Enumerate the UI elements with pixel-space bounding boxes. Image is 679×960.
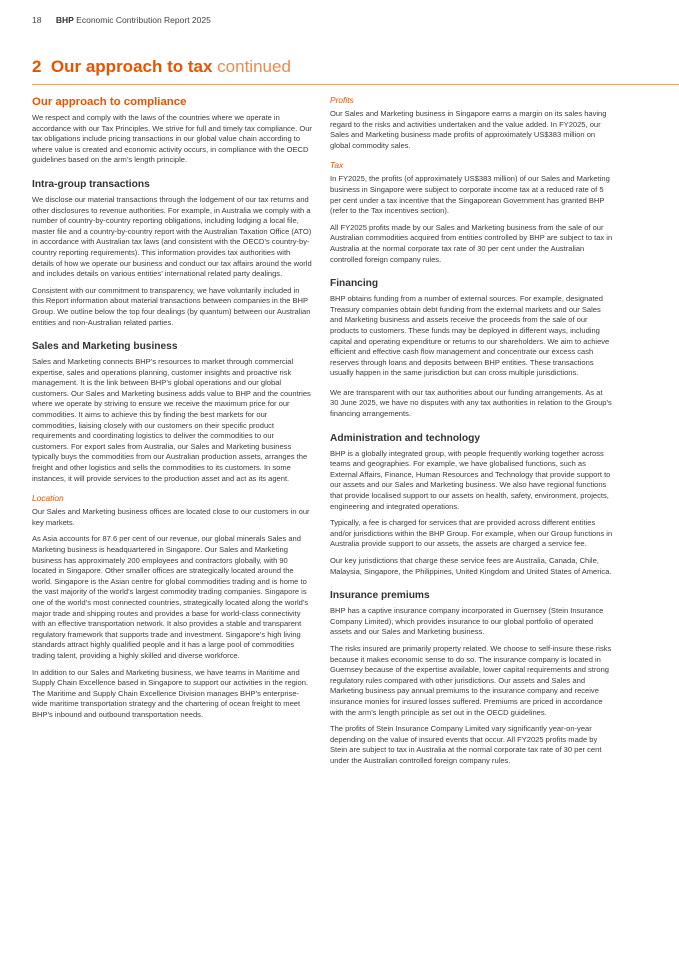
profits-paragraph: Our Sales and Marketing business in Singapore earns a margin on its sales having regard to the risks and activities undertaken and the value added. In FY2025, our Sales and Marketing business made profits of approximately US$383 million on global commodity sales. [330, 109, 607, 150]
admin-heading: Administration and technology [330, 432, 480, 444]
location-paragraph-2: As Asia accounts for 87.6 per cent of our revenue, our global minerals Sales and Marketing business is headquartered in Singapore. Our Sales and Marketing business has approximately 200 employees and contractors globally, with 90 located in Singapore. Other smaller offices are strategically located around the world. Singapore is the Asian centre for global commodities trading and is home to the vast majority of the world’s largest commodity trading companies. Singapore is one of the world’s most connected countries, strategically located along the world’s major trade and shipping routes and provides a base for world-class connectivity with an effective transportation network. It also provides a stable and transparent regulatory framework that supports trade and investment. Singapore’s high living standards attract highly qualified people and it has a large pool of commodities trading talent, providing a highly skilled and diverse workforce. [32, 534, 309, 660]
insurance-heading: Insurance premiums [330, 590, 430, 602]
insurance-paragraph-1: BHP has a captive insurance company incorporated in Guernsey (Stein Insurance Company Limited), which provides insurance to our global portfolio of operated assets and our Sales and Marketing business. [330, 606, 604, 637]
location-paragraph-3: In addition to our Sales and Marketing business, we have teams in Maritime and Supply Chain Excellence based in Singapore to support our activities in the region. The Maritime and Supply Chain Excellence Division manages BHP’s enterprise-wide maritime transportation strategy and the chartering of ocean freight to meet BHP’s inbound and outbound transportation needs. [32, 667, 309, 719]
brand-name: BHP [55, 15, 74, 25]
admin-paragraph-1: BHP is a globally integrated group, with people frequently working together across teams and geographies. For example, we have globalised functions, such as External Affairs, Finance, Human Resources and Technology that provide support to our assets and our Sales and Marketing business. We also have regional functions that provide localised support to our assets on health, safety, environment, projects, engineering and integrated operations. [330, 448, 611, 511]
financing-paragraph-2: We are transparent with our tax authorities about our funding arrangements. As at 30 June 2025, we have no disputes with any tax authorities in relation to the Group’s financing arrangements. [330, 387, 612, 419]
location-paragraph-1: Our Sales and Marketing business offices are located close to our customers in our key markets. [32, 507, 310, 527]
tax-heading: Tax [330, 160, 344, 171]
right-column [330, 95, 613, 773]
section-title-main: 2 Our approach to tax [32, 57, 213, 76]
report-title: Economic Contribution Report 2025 [76, 15, 211, 25]
admin-paragraph-3: Our key jurisdictions that charge these service fees are Australia, Canada, Chile, Malaysia, Singapore, the Philippines, United Kingdom and United States of America. [330, 556, 612, 576]
section-title-continued: continued [217, 57, 291, 76]
intragroup-paragraph-1: We disclose our material transactions through the lodgement of our tax returns and other disclosures to revenue authorities. For example, in Australia we comply with a number of country-by-country reporting obligations, including lodging a local file, master file and a country-by-country report with the Australian Taxation Office (ATO) in accordance with Australian tax laws (and consistent with the OECD’s country-by-country reporting requirements). This information provides tax authorities with details of how we operate our business and conduct our tax affairs around the world and includes details on various entities’ international related party dealings. [32, 194, 312, 279]
sales-marketing-paragraph: Sales and Marketing connects BHP’s resources to market through commercial expertise, sales and operations planning, customer insights and proactive risk management. It is the link between BHP’s global operations and our global customers. Our Sales and Marketing business adds value to BHP and the countries where we operate by striving to ensure we receive the maximum price for our commodities. It aims to achieve this by finding the best markets for our commodities, liaising closely with our customers on their specific product requirements and coordinating logistics to deliver the commodities to our customers. For export sales from Australia, our Sales and Marketing business typically buys the commodities from our Australian production assets, arranges the freight and other logistics and sells the commodities to its customers. In some instances, it will provide services to the production asset and act as its agent. [32, 357, 311, 483]
location-heading: Location [32, 493, 64, 504]
financing-heading: Financing [330, 278, 379, 290]
page-number: 18 [32, 15, 42, 25]
admin-paragraph-2: Typically, a fee is charged for services that are provided across different entities and/or jurisdictions within the BHP Group. For example, when our Group functions in Australia provide support to our assets, the assets are charged a service fee. [330, 518, 613, 549]
section-title [32, 57, 291, 77]
insurance-paragraph-2: The risks insured are primarily property related. We choose to self-insure these risks because it makes economic sense to do so. The insurance company is located in Guernsey because of the expertise available, lower capital requirements and strong regulatory rules compared with other jurisdictions. Our assets and Sales and Marketing business pay annual premiums to the insurance company and receive insurance monies for insured losses suffered. Premiums are priced in accordance with the arm’s length principle as set out in the OECD guidelines. [330, 643, 612, 717]
page-header [32, 15, 211, 25]
intragroup-paragraph-2: Consistent with our commitment to transparency, we have voluntarily included in this Report information about material transactions between companies in the BHP Group. We outline below the top four dealings (by quantum) between our Australian entities and non-Australian related parties. [32, 285, 311, 327]
left-column [32, 95, 312, 727]
title-divider [32, 84, 679, 85]
financing-paragraph-1: BHP obtains funding from a number of external sources. For example, designated Treasury companies obtain debt funding from the external markets and our Sales and Marketing business and assets receive the proceeds from the sale of our products to customers. These funds may be deployed in different ways, including capital and operating expenditure or returns to our shareholders. We aim to achieve efficient and effective cash flow management and concentrate our excess cash reserves through loans and deposits between BHP entities. These transactions usually happen in the same jurisdiction but can cross multiple jurisdictions. [330, 294, 610, 378]
insurance-paragraph-3: The profits of Stein Insurance Company Limited vary significantly year-on-year depending on the value of insured events that occur. All FY2025 profits made by Stein are subject to tax in Australia at the normal corporate tax rate of 30 per cent under the Australian controlled foreign company rules. [330, 724, 602, 765]
compliance-heading: Our approach to compliance [32, 96, 187, 108]
tax-paragraph-1: In FY2025, the profits (of approximately US$383 million) of our Sales and Marketing business in Singapore were subject to corporate income tax at a reduced rate of 5 per cent under a tax incentive that the Singaporean Government has granted BHP (refer to the Tax incentives section). [330, 174, 610, 216]
intragroup-heading: Intra-group transactions [32, 178, 150, 190]
sales-marketing-heading: Sales and Marketing business [32, 341, 178, 353]
tax-paragraph-2: All FY2025 profits made by our Sales and Marketing business from the sale of our Australian commodities acquired from entities controlled by BHP are subject to tax in Australia at the normal corporate tax rate of 30 per cent under the Australian controlled foreign company rules. [330, 222, 613, 264]
profits-heading: Profits [330, 95, 354, 105]
compliance-paragraph: We respect and comply with the laws of the countries where we operate in accordance with our Tax Principles. We strive for full and timely tax compliance. Our tax obligations include pricing transactions in our global value chain according to where value is created and economic activity occurs, in compliance with the OECD guidelines based on the arm’s length principle. [32, 113, 312, 165]
